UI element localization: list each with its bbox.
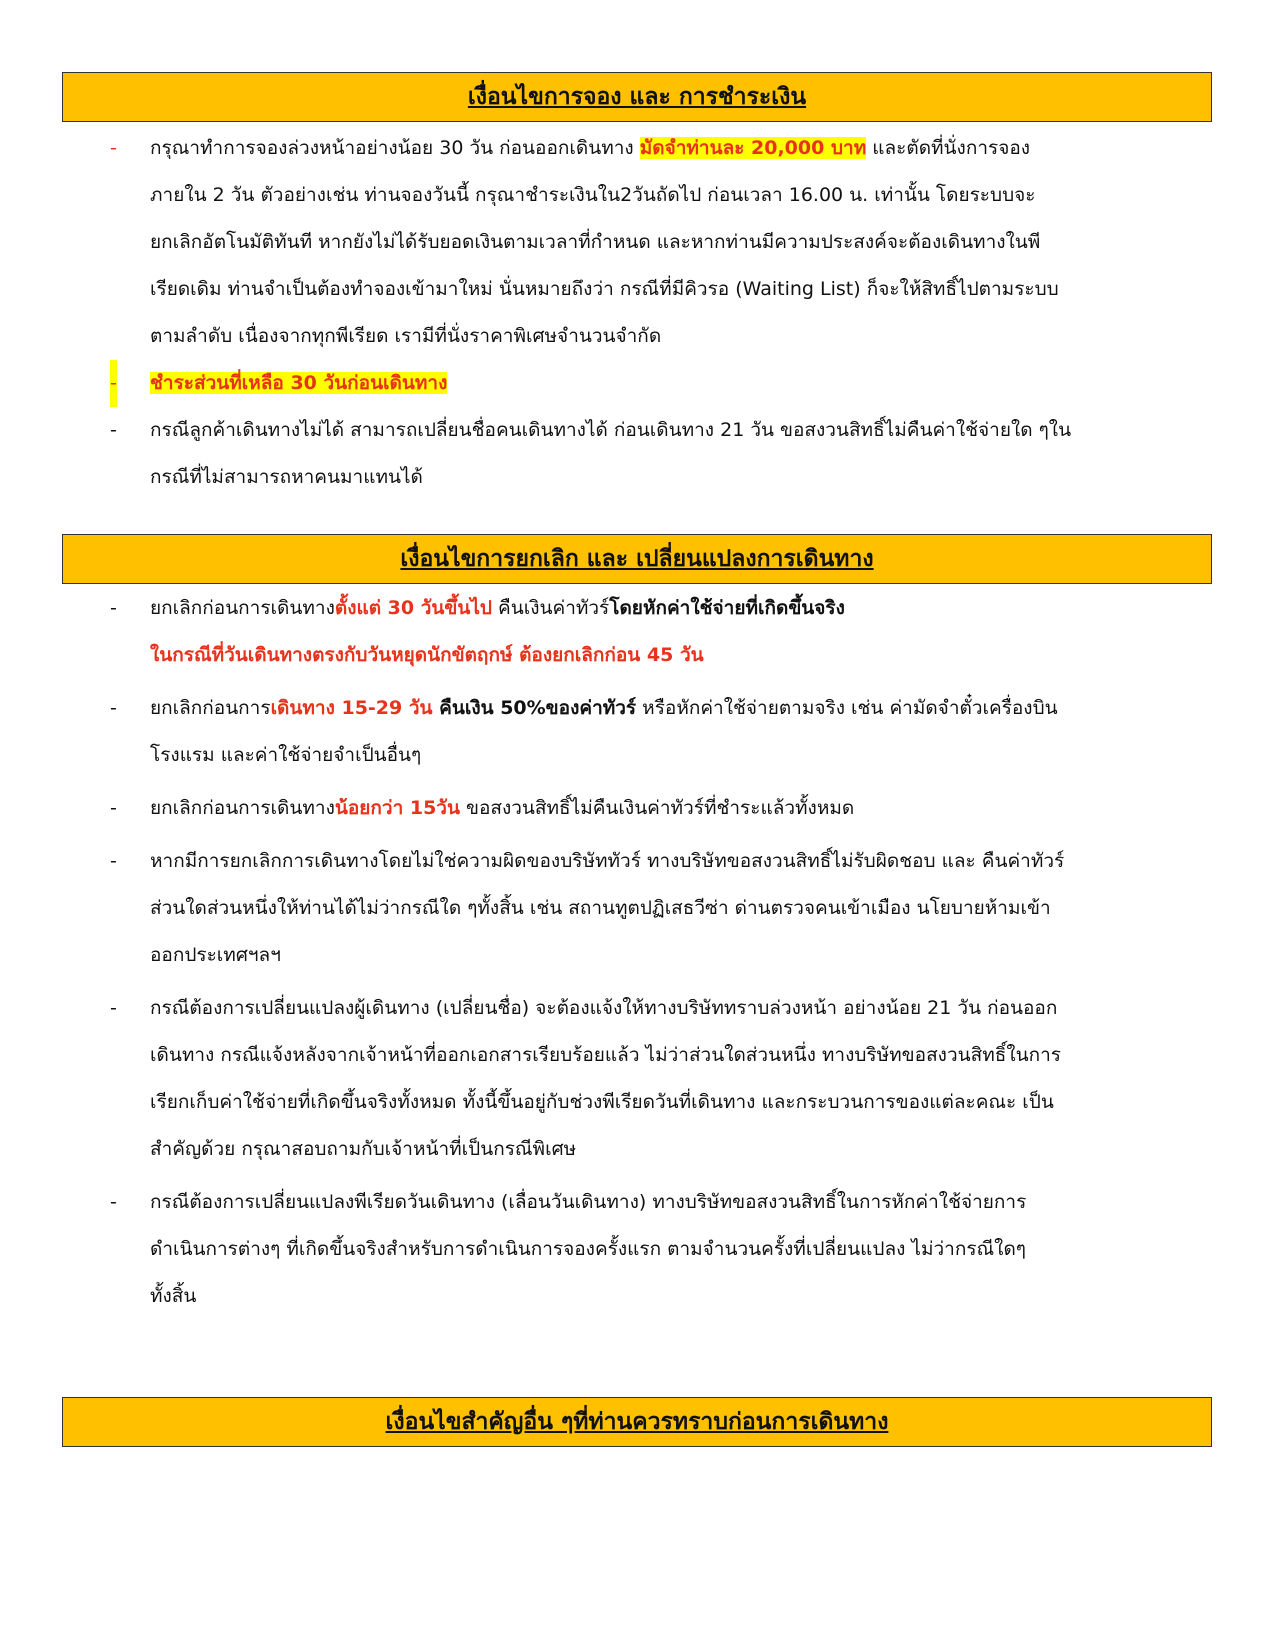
list-item [110, 785, 1190, 832]
section-header-other [62, 1397, 1212, 1447]
text-line [150, 685, 1190, 732]
list-item [110, 838, 1190, 979]
text: หรือหักค่าใช้จ่ายตามจริง เช่น ค่ามัดจำตั๋วเครื่องบิน [636, 697, 1058, 719]
text: น้อยกว่า 15วัน [334, 797, 460, 819]
bullet-dash: - [110, 997, 117, 1019]
text: ยกเลิกก่อนการเดินทาง [150, 797, 335, 819]
text-line: ดำเนินการต่างๆ ที่เกิดขึ้นจริงสำหรับการดำเนินการจองครั้งแรก ตามจำนวนครั้งที่เปลี่ยนแปลง ไม่ว่ากรณีใดๆ [150, 1238, 1026, 1260]
text-line: ภายใน 2 วัน ตัวอย่างเช่น ท่านจองวันนี้ กรุณาชำระเงินใน2วันถัดไป ก่อนเวลา 16.00 น. เท่านั้น โดยระบบจะ [150, 184, 1036, 206]
list-item [110, 1179, 1190, 1320]
text: เดินทาง 15-29 วัน [270, 697, 433, 719]
list-item [110, 685, 1190, 779]
list-item [110, 125, 1190, 360]
section-header-cancellation [62, 534, 1212, 584]
list-item [110, 985, 1190, 1173]
text-line: ออกประเทศฯลฯ [150, 944, 281, 966]
bullet-dash: - [110, 360, 117, 407]
text-line [150, 585, 1190, 632]
booking-conditions-list [110, 125, 1190, 501]
text: โดยหักค่าใช้จ่ายที่เกิดขึ้นจริง [609, 597, 845, 619]
text-line: กรณีต้องการเปลี่ยนแปลงผู้เดินทาง (เปลี่ยนชื่อ) จะต้องแจ้งให้ทางบริษัททราบล่วงหน้า อย่างน้อย 21 วัน ก่อนออก [150, 997, 1058, 1019]
bullet-dash: - [110, 419, 117, 441]
section-header-booking [62, 72, 1212, 122]
section-title: เงื่อนไขการยกเลิก และ เปลี่ยนแปลงการเดินทาง [400, 546, 874, 572]
text-line: ส่วนใดส่วนหนึ่งให้ท่านได้ไม่ว่ากรณีใด ๆทั้งสิ้น เช่น สถานทูตปฏิเสธวีซ่า ด่านตรวจคนเข้าเมือง นโยบายห้ามเข้า [150, 897, 1051, 919]
text-line: กรณีที่ไม่สามารถหาคนมาแทนได้ [150, 466, 423, 488]
text-line: ตามลำดับ เนื่องจากทุกพีเรียด เรามีที่นั่งราคาพิเศษจำนวนจำกัด [150, 325, 662, 347]
text: คืนเงินค่าทัวร์ [491, 597, 610, 619]
text-line: กรณีลูกค้าเดินทางไม่ได้ สามารถเปลี่ยนชื่อคนเดินทางได้ ก่อนเดินทาง 21 วัน ขอสงวนสิทธิ์ไม่คืนค่าใช้จ่ายใด ๆใน [150, 419, 1072, 441]
text-line: โรงแรม และค่าใช้จ่ายจำเป็นอื่นๆ [150, 744, 422, 766]
text-line [150, 125, 1190, 172]
text-line: สำคัญด้วย กรุณาสอบถามกับเจ้าหน้าที่เป็นกรณีพิเศษ [150, 1138, 577, 1160]
deposit-highlight: มัดจำท่านละ 20,000 บาท [639, 137, 867, 159]
text: และตัดที่นั่งการจอง [866, 137, 1031, 159]
balance-highlight: ชำระส่วนที่เหลือ 30 วันก่อนเดินทาง [150, 372, 448, 394]
section-title: เงื่อนไขการจอง และ การชำระเงิน [467, 84, 807, 110]
section-title: เงื่อนไขสำคัญอื่น ๆที่ท่านควรทราบก่อนการเดินทาง [385, 1409, 889, 1435]
cancellation-conditions-list [110, 585, 1190, 1320]
bullet-dash: - [110, 850, 117, 872]
list-item [110, 585, 1190, 679]
bullet-dash: - [110, 797, 117, 819]
text-line: เรียดเดิม ท่านจำเป็นต้องทำจองเข้ามาใหม่ นั่นหมายถึงว่า กรณีที่มีคิวรอ (Waiting List) ก็จะให้สิทธิ์ไปตามระบบ [150, 278, 1059, 300]
list-item [110, 360, 1190, 407]
text: ยกเลิกก่อนการ [150, 697, 271, 719]
text: ขอสงวนสิทธิ์ไม่คืนเงินค่าทัวร์ที่ชำระแล้วทั้งหมด [459, 797, 855, 819]
text-line [150, 785, 1190, 832]
text: ตั้งแต่ 30 วันขึ้นไป [334, 597, 492, 619]
text: กรุณาทำการจองล่วงหน้าอย่างน้อย 30 วัน ก่อนออกเดินทาง [150, 137, 640, 159]
text-line: เรียกเก็บค่าใช้จ่ายที่เกิดขึ้นจริงทั้งหมด ทั้งนี้ขึ้นอยู่กับช่วงพีเรียดวันที่เดินทาง และกระบวนการของแต่ละคณะ เป็น [150, 1091, 1054, 1113]
text-line: ยกเลิกอัตโนมัติทันที หากยังไม่ได้รับยอดเงินตามเวลาที่กำหนด และหากท่านมีความประสงค์จะต้องเดินทางในพี [150, 231, 1041, 253]
bullet-dash: - [110, 697, 117, 719]
text-line: ทั้งสิ้น [150, 1285, 197, 1307]
bullet-dash: - [110, 597, 117, 619]
text-line: กรณีต้องการเปลี่ยนแปลงพีเรียดวันเดินทาง (เลื่อนวันเดินทาง) ทางบริษัทขอสงวนสิทธิ์ในการหักค่าใช้จ่ายการ [150, 1191, 1027, 1213]
text: คืนเงิน 50%ของค่าทัวร์ [432, 697, 637, 719]
text: ยกเลิกก่อนการเดินทาง [150, 597, 335, 619]
bullet-dash: - [110, 137, 117, 159]
text-line: หากมีการยกเลิกการเดินทางโดยไม่ใช่ความผิดของบริษัททัวร์ ทางบริษัทขอสงวนสิทธิ์ไม่รับผิดชอบ และ คืนค่าทัวร์ [150, 850, 1065, 872]
bullet-dash: - [110, 1191, 117, 1213]
text-line: เดินทาง กรณีแจ้งหลังจากเจ้าหน้าที่ออกเอกสารเรียบร้อยแล้ว ไม่ว่าส่วนใดส่วนหนึ่ง ทางบริษัทขอสงวนสิทธิ์ในการ [150, 1044, 1061, 1066]
text-line [150, 360, 1190, 407]
holiday-note: ในกรณีที่วันเดินทางตรงกับวันหยุดนักขัตฤกษ์ ต้องยกเลิกก่อน 45 วัน [150, 644, 704, 666]
list-item [110, 407, 1190, 501]
